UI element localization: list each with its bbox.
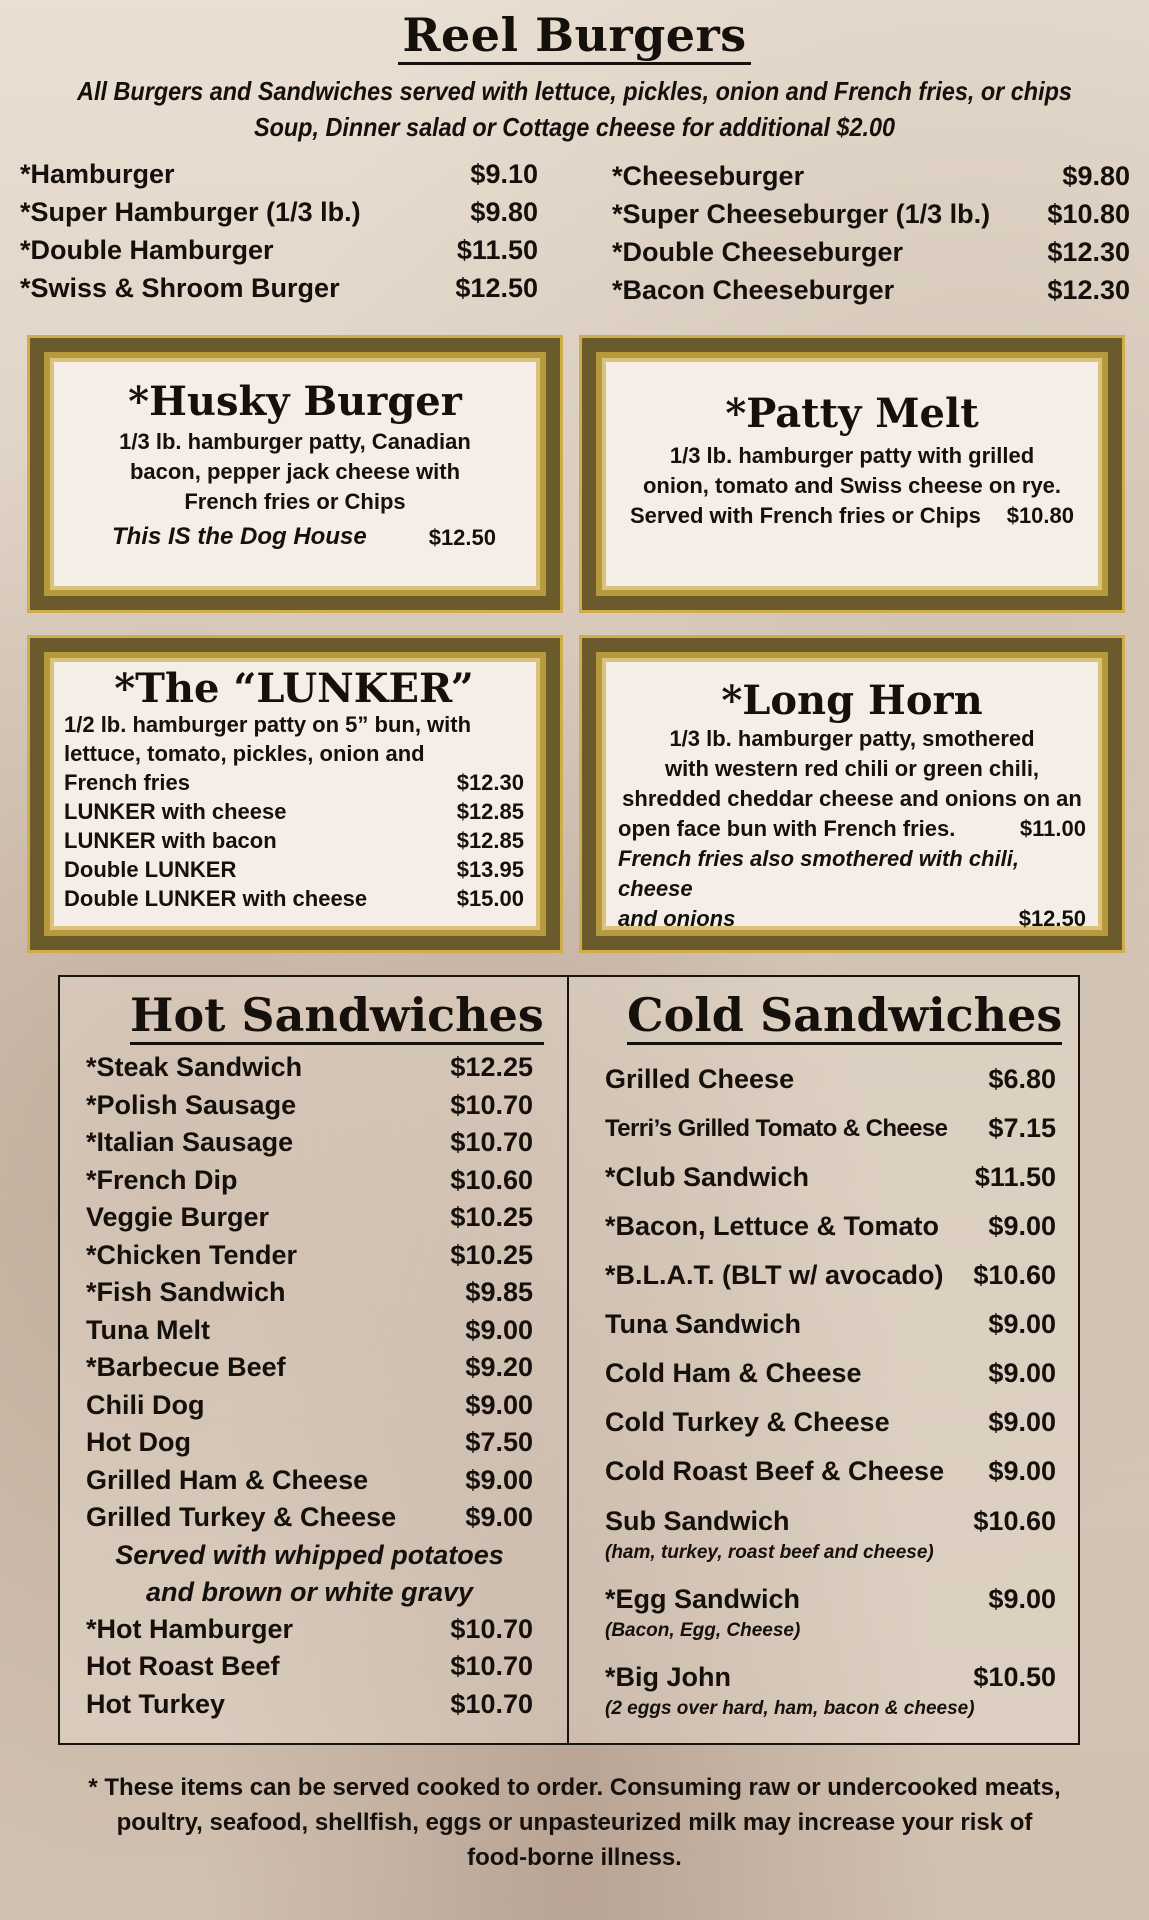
lunker-title: *The “LUNKER” (114, 665, 474, 712)
list-item (86, 1648, 533, 1686)
patty-melt-line-2: onion, tomato and Swiss cheese on rye. (642, 473, 1062, 498)
item-price: $12.85 (456, 828, 524, 853)
item-name: *French Dip (86, 1164, 238, 1195)
patty-melt-title: *Patty Melt (725, 390, 979, 437)
list-item (64, 855, 524, 884)
item-name: French fries (64, 770, 190, 795)
list-item (64, 797, 524, 826)
list-item (605, 1251, 1056, 1300)
list-item (86, 1424, 533, 1462)
list-item (20, 193, 538, 231)
list-item (605, 1349, 1056, 1398)
item-name: *Double Cheeseburger (612, 237, 904, 267)
patty-melt-last-row (606, 501, 1098, 531)
disclaimer-line-2: poultry, seafood, shellfish, eggs or unpasteurized milk may increase your risk of (116, 1809, 1033, 1836)
item-name: *Hamburger (20, 159, 175, 189)
list-item (605, 1500, 1056, 1542)
item-note: (Bacon, Egg, Cheese) (605, 1620, 801, 1641)
patty-melt-price: $10.80 (1006, 503, 1074, 528)
item-name: Cold Turkey & Cheese (605, 1407, 890, 1437)
list-item (86, 1611, 533, 1649)
item-price: $12.30 (456, 770, 524, 795)
list-item (605, 1578, 1056, 1620)
item-name: Double LUNKER (64, 857, 237, 882)
item-price: $9.80 (470, 197, 538, 227)
item-name: *Hot Hamburger (86, 1613, 294, 1644)
item-price: $10.25 (450, 1239, 533, 1270)
item-price: $9.00 (465, 1314, 533, 1345)
item-price: $10.60 (973, 1506, 1056, 1536)
patty-melt-card (606, 362, 1098, 586)
item-price: $12.85 (456, 799, 524, 824)
lunker-desc-1: 1/2 lb. hamburger patty on 5” bun, with (64, 712, 472, 737)
item-price: $9.00 (988, 1211, 1056, 1241)
long-horn-line-4: open face bun with French fries. (618, 816, 956, 841)
list-item (86, 1387, 533, 1425)
patty-melt-frame (582, 338, 1122, 610)
item-price: $10.80 (1047, 199, 1130, 229)
item-name: Sub Sandwich (605, 1506, 790, 1536)
cold-sandwiches-list (569, 1043, 1078, 1720)
list-item (64, 826, 524, 855)
husky-burger-line-3: French fries or Chips (184, 489, 406, 514)
list-item (605, 1055, 1056, 1104)
item-name: Cold Ham & Cheese (605, 1358, 862, 1388)
menu-title (0, 8, 1149, 62)
item-name: *Cheeseburger (612, 161, 805, 191)
list-item (612, 233, 1130, 271)
item-price: $13.95 (456, 857, 524, 882)
list-item (605, 1656, 1056, 1698)
patty-melt-line-3: Served with French fries or Chips (630, 503, 981, 528)
list-item (86, 1274, 533, 1312)
lunker-card (54, 662, 536, 926)
item-name: Tuna Sandwich (605, 1309, 802, 1339)
item-price: $9.00 (465, 1464, 533, 1495)
list-item (20, 269, 538, 307)
item-name: *Bacon Cheeseburger (612, 275, 895, 305)
husky-burger-line-1: 1/3 lb. hamburger patty, Canadian (119, 429, 471, 454)
list-item (605, 1300, 1056, 1349)
long-horn-row-6 (618, 904, 1086, 934)
list-item (64, 768, 524, 797)
item-price: $12.25 (450, 1052, 533, 1082)
item-name: Grilled Ham & Cheese (86, 1464, 369, 1495)
item-price: $10.70 (450, 1651, 533, 1681)
husky-burger-card (54, 362, 536, 586)
list-item (86, 1199, 533, 1237)
item-name: Terri’s Grilled Tomato & Cheese (605, 1115, 948, 1142)
item-price: $12.30 (1047, 275, 1130, 305)
list-item (612, 157, 1130, 195)
list-item (86, 1162, 533, 1200)
item-name: *Chicken Tender (86, 1239, 298, 1270)
item-name: *Egg Sandwich (605, 1584, 801, 1614)
item-price: $9.00 (988, 1456, 1056, 1486)
list-item (86, 1087, 533, 1125)
cold-sandwiches-title-text: Cold Sandwiches (627, 988, 1062, 1045)
list-item (86, 1312, 533, 1350)
item-name: *Swiss & Shroom Burger (20, 273, 340, 303)
long-horn-line-5: French fries also smothered with chili, cheese (618, 846, 1019, 901)
list-item (605, 1104, 1056, 1153)
item-name: *Big John (605, 1662, 731, 1692)
item-price: $9.10 (470, 159, 538, 189)
long-horn-title: *Long Horn (721, 677, 983, 724)
item-price: $10.70 (450, 1127, 533, 1157)
item-price: $10.70 (450, 1089, 533, 1120)
item-name: LUNKER with bacon (64, 828, 277, 853)
item-name: Hot Turkey (86, 1688, 226, 1719)
item-price: $9.00 (988, 1358, 1056, 1388)
item-price: $10.25 (450, 1202, 533, 1232)
long-horn-row-4 (618, 814, 1086, 844)
item-name: *Fish Sandwich (86, 1277, 286, 1307)
intro-line-2: Soup, Dinner salad or Cottage cheese for additional $2.00 (253, 112, 896, 142)
husky-burger-line-2: bacon, pepper jack cheese with (129, 459, 461, 484)
hot-sandwiches-title (60, 977, 567, 1043)
item-price: $12.50 (455, 273, 538, 303)
item-name: Grilled Cheese (605, 1064, 795, 1094)
item-price: $9.00 (465, 1389, 533, 1420)
item-name: Tuna Melt (86, 1314, 210, 1345)
list-item (86, 1349, 533, 1387)
list-item (605, 1202, 1056, 1251)
list-item (20, 231, 538, 269)
long-horn-line-1: 1/3 lb. hamburger patty, smothered (669, 726, 1035, 751)
item-price: $9.00 (988, 1309, 1056, 1339)
list-item (64, 884, 524, 913)
item-name: Cold Roast Beef & Cheese (605, 1456, 945, 1486)
list-item (612, 271, 1130, 309)
cold-sandwiches-box (567, 975, 1080, 1745)
gravy-note-2: and brown or white gravy (145, 1576, 474, 1607)
item-price: $12.30 (1047, 237, 1130, 267)
list-item (86, 1237, 533, 1275)
patty-melt-line-1: 1/3 lb. hamburger patty with grilled (669, 443, 1035, 468)
lunker-frame (30, 638, 560, 950)
item-price: $10.70 (450, 1688, 533, 1719)
item-price: $9.00 (988, 1407, 1056, 1437)
item-price: $11.50 (974, 1162, 1056, 1192)
item-note: (ham, turkey, roast beef and cheese) (605, 1542, 934, 1563)
list-item (20, 155, 538, 193)
item-name: *Italian Sausage (86, 1127, 294, 1157)
item-name: *Barbecue Beef (86, 1352, 286, 1382)
hot-sandwiches-box (58, 975, 569, 1745)
item-name: *B.L.A.T. (BLT w/ avocado) (605, 1260, 944, 1290)
item-price: $10.50 (973, 1662, 1056, 1692)
long-horn-card (606, 662, 1098, 931)
item-name: *Bacon, Lettuce & Tomato (605, 1211, 940, 1241)
list-item (86, 1462, 533, 1500)
hot-sandwiches-title-text: Hot Sandwiches (130, 988, 544, 1045)
item-name: *Club Sandwich (605, 1162, 810, 1192)
item-price: $15.00 (456, 886, 524, 911)
lunker-desc-2: lettuce, tomato, pickles, onion and (64, 741, 425, 766)
husky-burger-price: $12.50 (428, 525, 496, 550)
long-horn-price-1: $11.00 (1019, 816, 1086, 841)
long-horn-price-2: $12.50 (1018, 906, 1086, 931)
intro-line-1: All Burgers and Sandwiches served with lettuce, pickles, onion and French fries, or chips (77, 76, 1072, 106)
husky-burger-tagline-row (54, 517, 536, 551)
item-price: $6.80 (988, 1064, 1056, 1094)
item-name: *Super Cheeseburger (1/3 lb.) (612, 199, 991, 229)
item-name: Grilled Turkey & Cheese (86, 1502, 397, 1532)
item-name: Veggie Burger (86, 1202, 270, 1232)
disclaimer-line-3: food-borne illness. (467, 1844, 682, 1871)
item-price: $7.15 (988, 1113, 1056, 1143)
husky-burger-frame (30, 338, 560, 610)
list-item (612, 195, 1130, 233)
item-price: $9.00 (465, 1502, 533, 1532)
item-price: $10.70 (450, 1613, 533, 1644)
list-item (86, 1049, 533, 1087)
list-item (605, 1153, 1056, 1202)
long-horn-frame (582, 638, 1122, 950)
burger-list-right (612, 157, 1130, 309)
item-name: Double LUNKER with cheese (64, 886, 368, 911)
list-item (86, 1124, 533, 1162)
list-item (605, 1447, 1056, 1496)
item-price: $9.00 (988, 1584, 1056, 1614)
item-price: $10.60 (973, 1260, 1056, 1290)
hot-sandwiches-list (60, 1043, 567, 1723)
husky-burger-title: *Husky Burger (128, 378, 462, 425)
gravy-note-1: Served with whipped potatoes (115, 1539, 504, 1570)
item-name: LUNKER with cheese (64, 799, 287, 824)
item-price: $9.85 (465, 1277, 533, 1307)
menu-title-text: Reel Burgers (398, 8, 750, 65)
item-price: $7.50 (465, 1427, 533, 1457)
long-horn-line-3: shredded cheddar cheese and onions on an (622, 786, 1082, 811)
long-horn-line-6: and onions (618, 906, 736, 931)
item-price: $9.80 (1062, 161, 1130, 191)
item-name: Hot Dog (86, 1427, 191, 1457)
item-name: Chili Dog (86, 1389, 205, 1420)
cold-sandwiches-title (569, 977, 1078, 1043)
list-item (86, 1499, 533, 1537)
item-price: $11.50 (456, 235, 538, 265)
item-name: *Steak Sandwich (86, 1052, 303, 1082)
item-price: $10.60 (450, 1164, 533, 1195)
disclaimer (40, 1770, 1109, 1875)
husky-burger-tagline: This IS the Dog House (112, 523, 367, 550)
item-name: *Polish Sausage (86, 1089, 297, 1120)
item-price: $9.20 (465, 1352, 533, 1382)
item-name: Hot Roast Beef (86, 1651, 280, 1681)
list-item (86, 1686, 533, 1724)
disclaimer-line-1: * These items can be served cooked to order. Consuming raw or undercooked meats, (88, 1774, 1061, 1801)
item-note: (2 eggs over hard, ham, bacon & cheese) (605, 1698, 975, 1719)
long-horn-line-2: with western red chili or green chili, (664, 756, 1040, 781)
list-item (605, 1398, 1056, 1447)
item-name: *Super Hamburger (1/3 lb.) (20, 197, 361, 227)
burger-list-left (20, 155, 538, 307)
item-name: *Double Hamburger (20, 235, 274, 265)
